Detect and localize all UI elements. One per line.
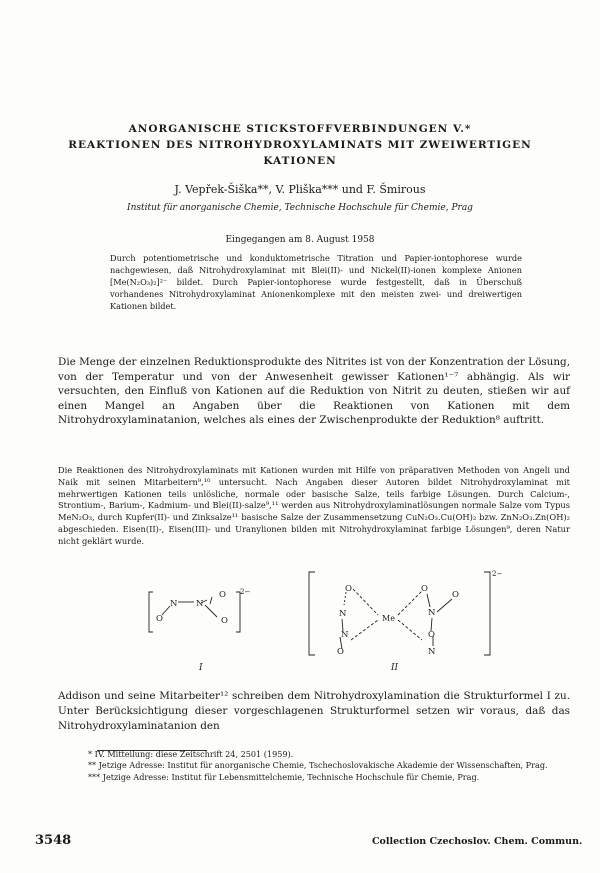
atom-Me: Me: [382, 614, 395, 623]
atom-N: N: [196, 599, 204, 609]
body-paragraph-3: Addison und seine Mitarbeiter¹² schreiben dem Nitrohydroxylamination die Strukturformel I zu. Unter Berücksichtigung dieser vorgeschlagenen Strukturformel setzen wir voraus, daß das Nitrohydroxylaminatanion den: [58, 690, 570, 732]
label-I: I: [199, 663, 203, 673]
affiliation: Institut für anorganische Chemie, Technische Hochschule für Chemie, Prag: [127, 203, 473, 213]
footnotes: [58, 749, 570, 783]
charge-I: 2−: [240, 588, 251, 596]
abstract: Durch potentiometrische und konduktometrische Titration und Papier-iontophorese wurde nachgewiesen, daß Nitrohydroxylaminat mit Blei(II)- und Nickel(II)-ionen komplexe Anionen [Me(N₂O₃)₂]²⁻ bildet. Durch Papier-iontophorese wurde festgestellt, daß in Überschuß vorhandenes Nitrohydroxylaminat Anionenkomplexe mit den meisten zwei- und dreiwertigen Kationen bildet.: [110, 253, 522, 312]
formula-I: [149, 592, 240, 632]
label-II: II: [391, 663, 399, 673]
bracket-right-I: [236, 592, 240, 632]
charge-II: 2−: [492, 570, 503, 578]
footnote-1: * IV. Mitteilung: diese Zeitschrift 24, 2501 (1959).: [88, 749, 294, 759]
body-paragraph-2: Die Reaktionen des Nitrohydroxylaminats mit Kationen wurden mit Hilfe von präparativen Methoden von Angeli und Naik mit seinen Mitarbeitern⁹,¹⁰ untersucht. Nach Angaben dieser Autoren bildet Nitrohydroxylaminat mit mehrwertigen Kationen teils unlösliche, normale oder basische Salze, teils farbige Lösungen. Durch Calcium-, Strontium-, Barium-, Kadmium- und Blei(II)-salze⁹,¹¹ werden aus Nitrohydroxylaminatlösungen normale Salze vom Typus MeN₂O₃, durch Kupfer(II)- und Zinksalze¹¹ basische Salze der Zusammensetzung CuN₂O₃.Cu(OH)₂ bzw. ZnN₂O₃.Zn(OH)₂ abgeschieden. Eisen(II)-, Eisen(III)- und Uranylionen bilden mit Nitrohydroxylaminat farbige Lösungen⁹, deren Natur nicht geklärt wurde.: [58, 465, 570, 546]
journal-name: Collection Czechoslov. Chem. Commun.: [372, 836, 583, 847]
body-paragraph-1: Die Menge der einzelnen Reduktionsprodukte des Nitrites ist von der Konzentration der Lösung, von der Temperatur und von der Anwesenheit gewisser Kationen¹⁻⁷ abhängig. Als wir versuchten, den Einfluß von Kationen auf die Reduktion von Nitrit zu deuten, stießen wir auf einen Mangel an Angaben über die Reaktionen von Kationen mit dem Nitrohydroxylaminatanion, welches als eines der Zwischenprodukte der Reduktion⁸ auftritt.: [58, 356, 570, 427]
atom-O: O: [452, 590, 459, 600]
atom-N: N: [428, 608, 436, 618]
structural-formulas-figure: [0, 570, 600, 685]
title-line-2: REAKTIONEN DES NITROHYDROXYLAMINATS MIT ZWEIWERTIGEN: [68, 139, 532, 151]
atom-N: N: [341, 630, 349, 640]
received-date: Eingegangen am 8. August 1958: [225, 235, 375, 245]
atom-O: O: [421, 584, 428, 594]
atom-O: O: [428, 630, 435, 640]
atom-O: O: [337, 647, 344, 657]
bracket-right-II: [484, 572, 490, 655]
atom-O: O: [345, 584, 352, 594]
atom-O: O: [156, 614, 163, 624]
formula-II: [309, 572, 490, 655]
title-line-3: KATIONEN: [263, 155, 337, 167]
authors: J. Vepřek-Šiška**, V. Pliška*** und F. Šmirous: [174, 183, 426, 196]
page-number: 3548: [35, 833, 72, 848]
footnote-2: ** Jetzige Adresse: Institut für anorganische Chemie, Tschechoslovakische Akademie der Wissenschaften, Prag.: [88, 760, 548, 771]
bracket-left-II: [309, 572, 315, 655]
atom-N: N: [170, 599, 178, 609]
title-line-1: ANORGANISCHE STICKSTOFFVERBINDUNGEN V.*: [128, 123, 472, 135]
atom-O: O: [219, 590, 226, 600]
bracket-left-I: [149, 592, 153, 632]
atom-O: O: [221, 616, 228, 626]
footnote-3: *** Jetzige Adresse: Institut für Lebensmittelchemie, Technische Hochschule für Chemie, Prag.: [88, 771, 480, 782]
atom-N: N: [339, 609, 347, 619]
atom-N: N: [428, 647, 436, 657]
